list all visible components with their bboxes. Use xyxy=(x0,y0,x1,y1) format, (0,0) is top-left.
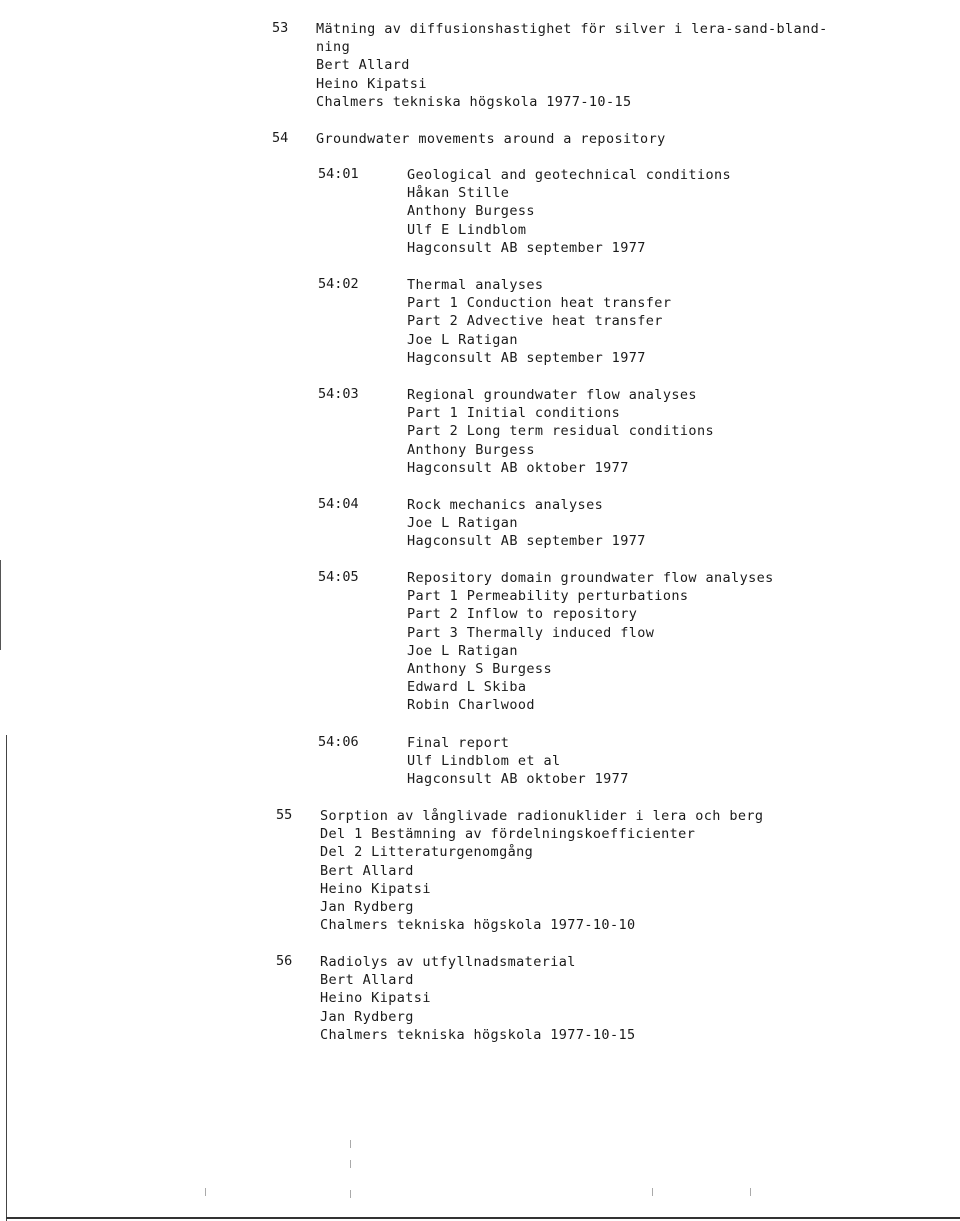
entry-publisher: Chalmers tekniska högskola 1977-10-15 xyxy=(320,1026,636,1043)
subentry-author: Anthony Burgess xyxy=(407,441,535,458)
entry-part: Del 1 Bestämning av fördelningskoefficienter xyxy=(320,826,696,843)
subentry-publisher: Hagconsult AB september 1977 xyxy=(407,533,646,550)
entry-part: Del 2 Litteraturgenomgång xyxy=(320,844,534,861)
subentry-title: Thermal analyses xyxy=(407,277,544,293)
entry-author: Bert Allard xyxy=(320,862,414,879)
entry-number: 53 xyxy=(272,20,289,36)
subentry-number: 54:06 xyxy=(318,734,359,750)
scan-border-left xyxy=(6,735,7,1221)
subentry-publisher: Hagconsult AB september 1977 xyxy=(407,349,646,366)
scan-speck xyxy=(350,1140,351,1148)
scan-speck xyxy=(750,1188,751,1196)
entry-author: Bert Allard xyxy=(316,57,410,74)
subentry-part: Part 2 Advective heat transfer xyxy=(407,313,663,330)
subentry-part: Part 1 Conduction heat transfer xyxy=(407,295,672,312)
subentry-author: Joe L Ratigan xyxy=(407,515,518,532)
subentry-number: 54:04 xyxy=(318,496,359,512)
subentry-part: Part 2 Inflow to repository xyxy=(407,606,638,623)
subentry-publisher: Hagconsult AB september 1977 xyxy=(407,239,646,256)
subentry-author: Robin Charlwood xyxy=(407,697,535,714)
entry-number: 56 xyxy=(276,953,293,969)
subentry-part: Part 1 Permeability perturbations xyxy=(407,588,689,605)
subentry-title: Rock mechanics analyses xyxy=(407,497,604,513)
scan-speck xyxy=(350,1160,351,1168)
entry-author: Heino Kipatsi xyxy=(316,75,427,92)
subentry-part: Part 2 Long term residual conditions xyxy=(407,423,714,440)
subentry-publisher: Hagconsult AB oktober 1977 xyxy=(407,459,629,476)
entry-publisher: Chalmers tekniska högskola 1977-10-10 xyxy=(320,917,636,934)
subentry-number: 54:01 xyxy=(318,166,359,182)
entry-author: Jan Rydberg xyxy=(320,898,414,915)
subentry-author: Joe L Ratigan xyxy=(407,331,518,348)
entry-number: 54 xyxy=(272,130,289,146)
entry-publisher: Chalmers tekniska högskola 1977-10-15 xyxy=(316,93,632,110)
scan-border-bottom xyxy=(6,1217,960,1219)
subentry-author: Anthony S Burgess xyxy=(407,660,552,677)
subentry-number: 54:02 xyxy=(318,276,359,292)
scan-speck xyxy=(350,1190,351,1198)
subentry-publisher: Hagconsult AB oktober 1977 xyxy=(407,771,629,788)
subentry-author: Edward L Skiba xyxy=(407,679,527,696)
entry-title-continued: ning xyxy=(316,39,351,56)
subentry-part: Part 3 Thermally induced flow xyxy=(407,624,655,641)
entry-title: Mätning av diffusionshastighet för silver i lera-sand-bland- xyxy=(316,21,828,37)
scan-speck xyxy=(0,560,1,650)
scan-speck xyxy=(652,1188,653,1196)
subentry-number: 54:03 xyxy=(318,386,359,402)
subentry-title: Repository domain groundwater flow analyses xyxy=(407,570,774,586)
entry-title: Sorption av långlivade radionuklider i lera och berg xyxy=(320,808,764,824)
entry-title: Groundwater movements around a repository xyxy=(316,131,666,147)
subentry-number: 54:05 xyxy=(318,569,359,585)
entry-author: Jan Rydberg xyxy=(320,1008,414,1025)
subentry-part: Part 1 Initial conditions xyxy=(407,405,621,422)
scan-speck xyxy=(205,1188,206,1196)
entry-author: Bert Allard xyxy=(320,972,414,989)
subentry-author: Ulf Lindblom et al xyxy=(407,753,561,770)
subentry-author: Joe L Ratigan xyxy=(407,642,518,659)
subentry-author: Ulf E Lindblom xyxy=(407,221,527,238)
entry-title: Radiolys av utfyllnadsmaterial xyxy=(320,954,576,970)
subentry-title: Final report xyxy=(407,735,510,751)
entry-author: Heino Kipatsi xyxy=(320,990,431,1007)
entry-author: Heino Kipatsi xyxy=(320,880,431,897)
entry-number: 55 xyxy=(276,807,293,823)
subentry-author: Håkan Stille xyxy=(407,185,510,202)
subentry-title: Geological and geotechnical conditions xyxy=(407,167,732,183)
subentry-author: Anthony Burgess xyxy=(407,203,535,220)
subentry-title: Regional groundwater flow analyses xyxy=(407,387,697,403)
